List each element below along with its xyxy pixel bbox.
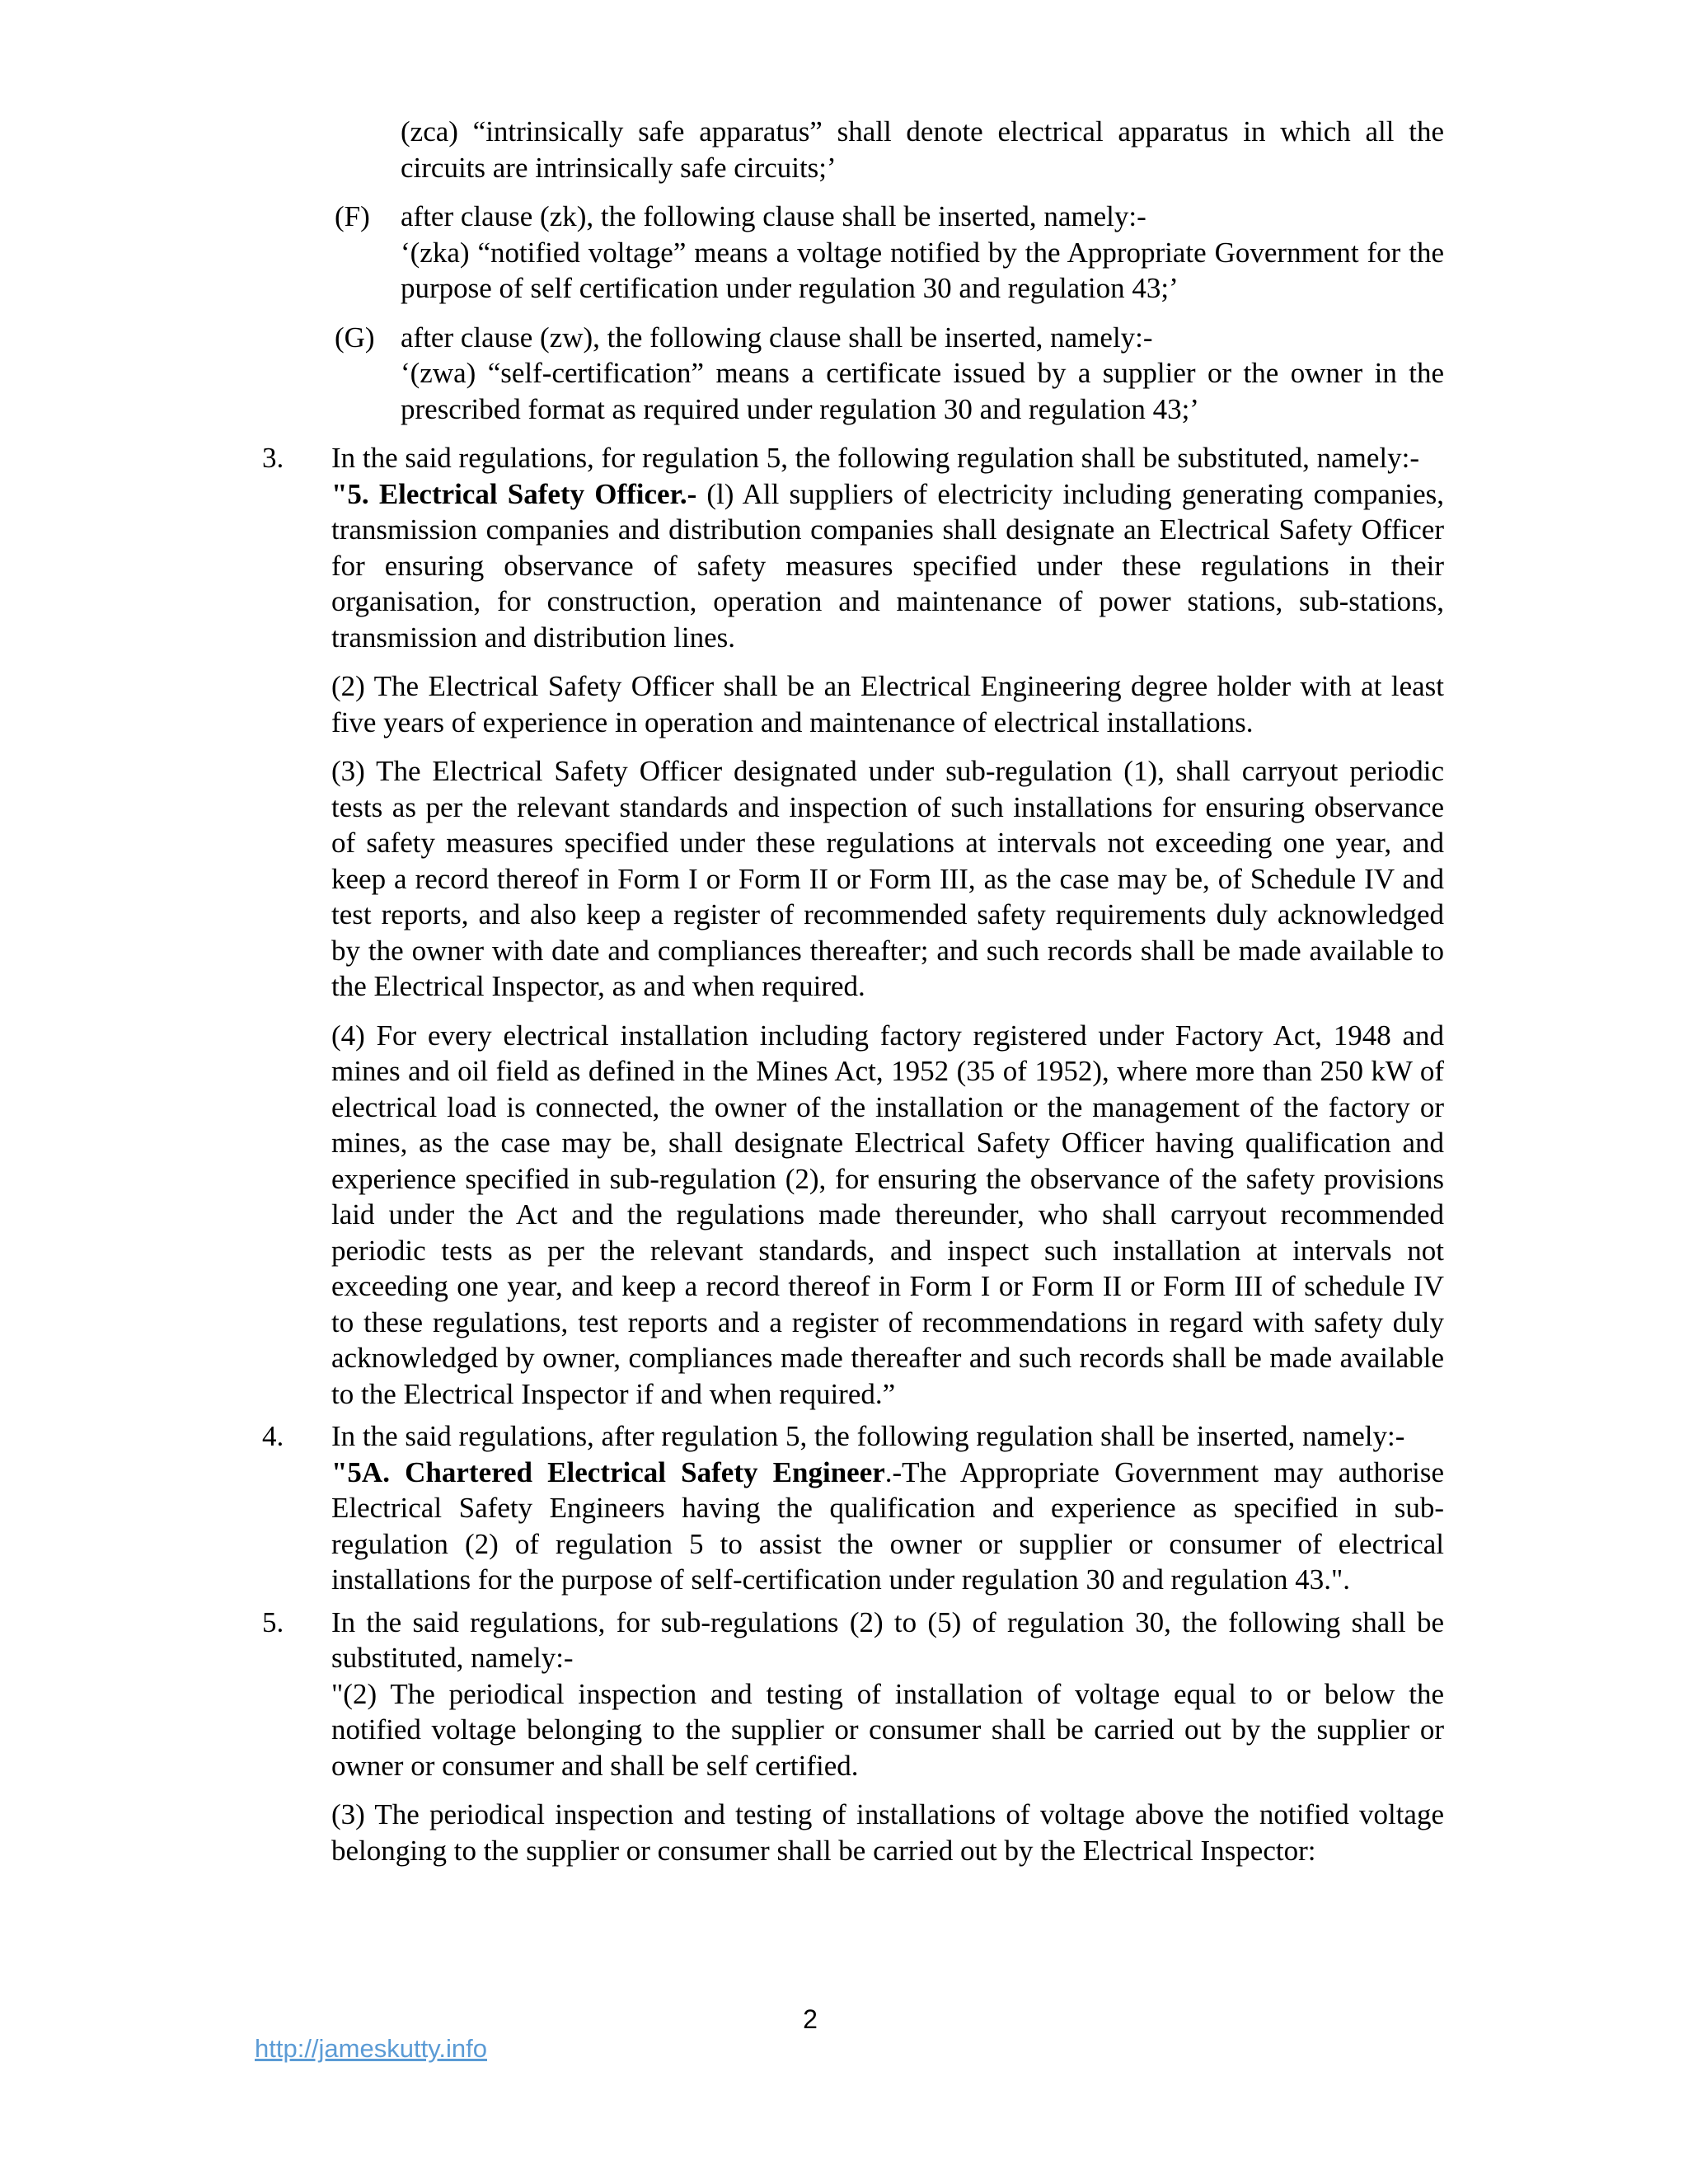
clause-f (335, 199, 1444, 307)
clause-f-intro: after clause (zk), the following clause shall be inserted, namely:- (401, 200, 1146, 232)
regulation-5a-heading: "5A. Chartered Electrical Safety Engineer (331, 1455, 885, 1488)
clause-g-intro: after clause (zw), the following clause shall be inserted, namely:- (401, 321, 1153, 354)
regulation-5-sub-2: (2) The Electrical Safety Officer shall be an Electrical Engineering degree holder with at least five years of experience in operation and maintenance of electrical installations. (331, 670, 1444, 738)
clause-zca-text: (zca) “intrinsically safe apparatus” shall denote electrical apparatus in which all the circuits are intrinsically safe circuits;’ (401, 115, 1444, 184)
section-4-intro: In the said regulations, after regulation 5, the following regulation shall be inserted, namely:- (331, 1420, 1405, 1452)
regulation-30-sub-2: "(2) The periodical inspection and testing of installation of voltage equal to or below the notified voltage belonging to the supplier or consumer shall be carried out by the supplier or owner or consumer and shall be self certified. (331, 1677, 1444, 1782)
regulation-5a-paragraph (331, 1455, 1444, 1598)
page-body (262, 114, 1444, 1868)
regulation-5a-text: .-The Appropriate Government may authorise Electrical Safety Engineers having the qualification and experience as specified in sub-regulation (2) of regulation 5 to assist the owner or supplier or consumer of electrical installations for the purpose of self-certification under regulation 30 and regulation 43.". (331, 1455, 1444, 1596)
section-3-intro: In the said regulations, for regulation 5, the following regulation shall be substituted, namely:- (331, 442, 1419, 474)
regulation-5-sub-4: (4) For every electrical installation including factory registered under Factory Act, 1948 and mines and oil field as defined in the Mines Act, 1952 (35 of 1952), where more than 250 kW of electrical load is connected, the owner of the installation or the management of the factory or mines, as the case may be, shall designate Electrical Safety Officer having qualification and experience specified in sub-regulation (2), for ensuring the observance of the safety provisions laid under the Act and the regulations made thereunder, who shall carryout recommended periodic tests as per the relevant standards, and inspect such installation at intervals not exceeding one year, and keep a record thereof in Form I or Form II or Form III of schedule IV to these regulations, test reports and a register of recommendations in regard with safety duly acknowledged by owner, compliances made thereafter and such records shall be made available to the Electrical Inspector if and when required.” (331, 1019, 1444, 1410)
section-4 (262, 1418, 1444, 1598)
clause-f-text: ‘(zka) “notified voltage” means a voltage notified by the Appropriate Government for the purpose of self certification under regulation 30 and regulation 43;’ (401, 236, 1444, 304)
regulation-5-sub-3: (3) The Electrical Safety Officer designated under sub-regulation (1), shall carryout periodic tests as per the relevant standards and inspection of such installations for ensuring observance of safety measures specified under these regulations at intervals not exceeding one year, and keep a record thereof in Form I or Form II or Form III, as the case may be, of Schedule IV and test reports, and also keep a register of recommended safety requirements duly acknowledged by the owner with date and compliances thereafter; and such records shall be made available to the Electrical Inspector, as and when required. (331, 755, 1444, 1002)
section-3-number: 3. (262, 442, 284, 474)
section-4-number: 4. (262, 1420, 284, 1452)
footer-link[interactable]: http://jameskutty.info (255, 2034, 487, 2063)
regulation-30-sub-3: (3) The periodical inspection and testing of installations of voltage above the notified voltage belonging to the supplier or consumer shall be carried out by the Electrical Inspector: (331, 1798, 1444, 1867)
clause-g-label: (G) (335, 321, 375, 354)
clause-f-label: (F) (335, 200, 370, 232)
section-5 (262, 1605, 1444, 1869)
section-3 (262, 440, 1444, 1412)
page-number: 2 (803, 2004, 818, 2034)
clause-g-text: ‘(zwa) “self-certification” means a certificate issued by a supplier or the owner in the prescribed format as required under regulation 30 and regulation 43;’ (401, 357, 1444, 425)
regulation-5-paragraph-1 (331, 476, 1444, 656)
regulation-5-sub-1: (l) All suppliers of electricity including generating companies, transmission companies and distribution companies shall designate an Electrical Safety Officer for ensuring observance of safety measures specified under these regulations in their organisation, for construction, operation and maintenance of power stations, sub-stations, transmission and distribution lines. (331, 477, 1444, 654)
clause-g (335, 320, 1444, 428)
section-5-intro: In the said regulations, for sub-regulations (2) to (5) of regulation 30, the following shall be substituted, namely:- (331, 1605, 1444, 1674)
regulation-5-heading: "5. Electrical Safety Officer.- (331, 477, 697, 510)
section-5-number: 5. (262, 1605, 284, 1638)
